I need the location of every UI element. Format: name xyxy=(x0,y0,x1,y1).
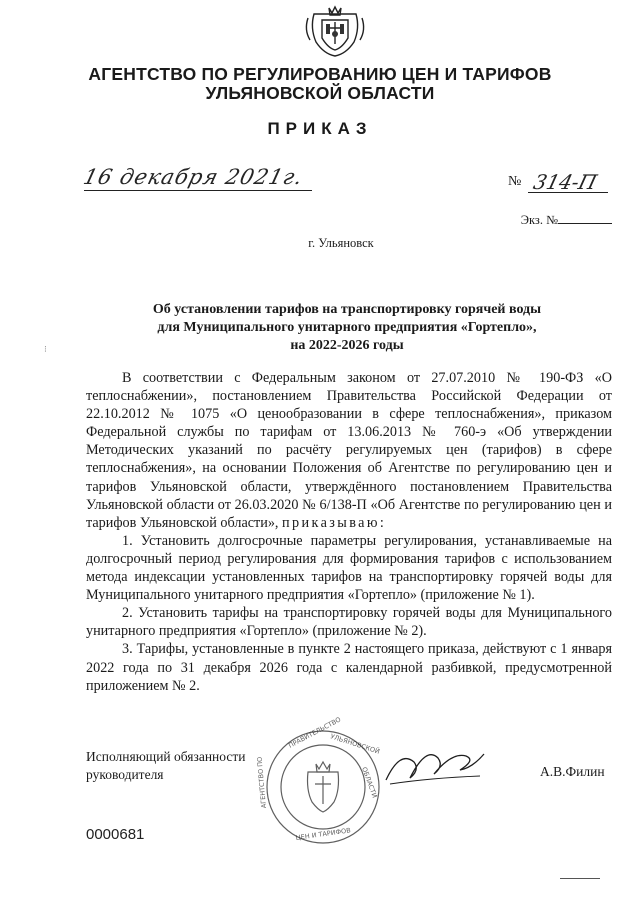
agency-name-line1: АГЕНТСТВО ПО РЕГУЛИРОВАНИЮ ЦЕН И ТАРИФОВ xyxy=(88,64,552,84)
copy-number xyxy=(521,213,612,228)
preamble-paragraph xyxy=(86,369,612,532)
handwritten-number: 314-П xyxy=(531,170,600,194)
handwritten-date: 16 декабря 2021г. xyxy=(81,165,306,189)
document-title xyxy=(90,301,604,355)
position-line2: руководителя xyxy=(86,767,164,782)
position-line1: Исполняющий обязанности xyxy=(86,749,246,764)
handwritten-signature-icon xyxy=(380,740,490,790)
clause-3: 3. Тарифы, установленные в пункте 2 настоящего приказа, действуют с 1 января 2022 года по 31 декабря 2026 года с календарной разбивкой, предусмотренной приложением № 2. xyxy=(86,641,612,694)
signatory-position xyxy=(86,748,245,784)
footer-rule xyxy=(560,878,600,879)
signatory-name: А.В.Филин xyxy=(540,764,605,779)
date-underline xyxy=(84,190,312,191)
coat-of-arms-icon xyxy=(302,4,368,58)
order-verb: приказываю: xyxy=(282,514,387,531)
svg-text:ОБЛАСТИ: ОБЛАСТИ xyxy=(360,765,379,800)
city: г. Ульяновск xyxy=(308,236,374,250)
copy-label: Экз. № xyxy=(520,213,558,227)
svg-text:ПРАВИТЕЛЬСТВО: ПРАВИТЕЛЬСТВО xyxy=(287,715,343,750)
order-number-field xyxy=(508,170,608,198)
document-type: ПРИКАЗ xyxy=(267,119,373,138)
margin-mark: ⁝ xyxy=(44,344,47,354)
preamble-text: В соответствии с Федеральным законом от 27.07.2010 № 190-ФЗ «О теплоснабжении», постановлением Правительства Российской Федерации от 22.10.2012 № 1075 «О ценообразовании в сфере теплоснабжения», приказом Федеральной службы по тарифам от 13.06.2013 № 760-э «Об утверждении Методических указаний по расчёту регулируемых цен (тарифов) в сфере теплоснабжения», на основании Положения об Агентстве по регулированию цен и тарифов Ульяновской области, утверждённого постановлением Правительства Ульяновской области от 26.03.2020 № 6/138-П «Об Агентстве по регулированию цен и тарифов Ульяновской области», xyxy=(86,370,612,531)
title-line1: Об установлении тарифов на транспортировку горячей воды xyxy=(152,302,542,317)
document-body xyxy=(86,369,612,695)
copy-blank xyxy=(558,213,612,224)
agency-name-line2: УЛЬЯНОВСКОЙ ОБЛАСТИ xyxy=(205,83,435,103)
number-label: № xyxy=(508,174,522,189)
order-date-field xyxy=(81,165,312,195)
clause-2: 2. Установить тарифы на транспортировку горячей воды для Муниципального унитарного предприятия «Гортепло» (приложение № 2). xyxy=(86,605,612,640)
clause-1: 1. Установить долгосрочные параметры регулирования, устанавливаемые на долгосрочный период регулирования для формирования тарифов с использованием метода индексации установленных тарифов на транспортировку горячей воды для Муниципального унитарного предприятия «Гортепло» (приложение № 1). xyxy=(86,532,612,604)
document-code: 0000681 xyxy=(86,826,145,843)
svg-text:ЦЕН И ТАРИФОВ: ЦЕН И ТАРИФОВ xyxy=(295,826,352,842)
official-stamp-icon xyxy=(255,715,386,846)
title-line2: для Муниципального унитарного предприятия «Гортепло», xyxy=(157,320,537,335)
svg-text:УЛЬЯНОВСКОЙ: УЛЬЯНОВСКОЙ xyxy=(329,732,381,756)
title-line3: на 2022-2026 годы xyxy=(290,338,404,353)
svg-text:АГЕНТСТВО ПО: АГЕНТСТВО ПО xyxy=(255,756,268,809)
